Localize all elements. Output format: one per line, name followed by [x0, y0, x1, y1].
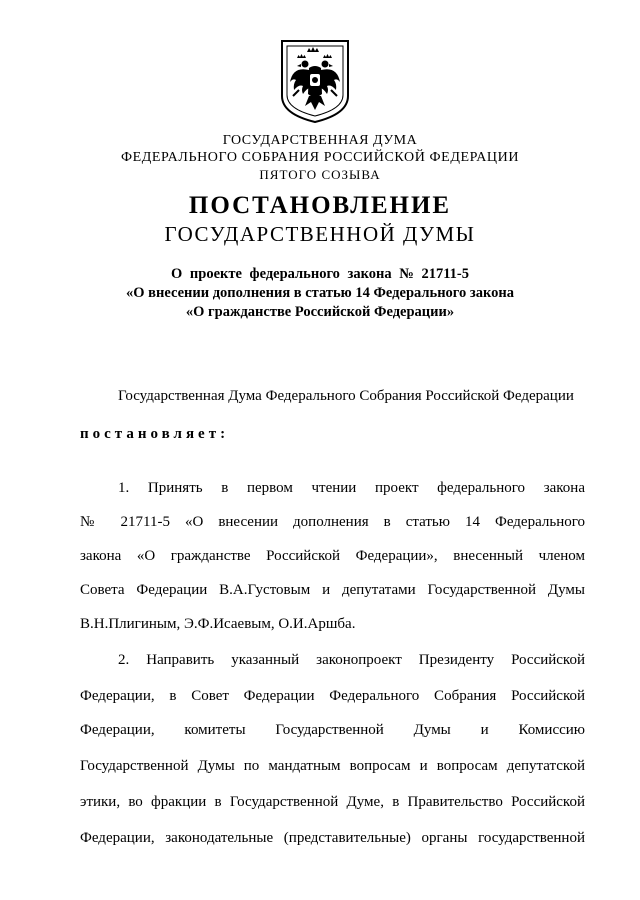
paragraph-2-line: Федерации, законодательные (представительные) органы государственной	[80, 830, 585, 846]
paragraph-2-line: Федерации, комитеты Государственной Думы и Комиссию	[80, 722, 585, 738]
paragraph-1-line: закона «О гражданстве Российской Федерации», внесенный членом	[80, 548, 585, 564]
document-issuer-title: ГОСУДАРСТВЕННОЙ ДУМЫ	[164, 222, 476, 246]
law-title-line-1: О проекте федерального закона № 21711-5	[171, 266, 469, 282]
document-type-title: ПОСТАНОВЛЕНИЕ	[188, 192, 452, 219]
intro-text: Государственная Дума Федерального Собрания Российской Федерации	[118, 388, 574, 404]
header-duma: ГОСУДАРСТВЕННАЯ ДУМА	[222, 133, 418, 148]
paragraph-1-line: 1. Принять в первом чтении проект федерального закона	[118, 480, 585, 496]
resolves-text: постановляет:	[80, 426, 230, 442]
paragraph-1-line: В.Н.Плигиным, Э.Ф.Исаевым, О.И.Аршба.	[80, 616, 356, 632]
paragraph-2-line: Федерации, в Совет Федерации Федерального Собрания Российской	[80, 688, 585, 704]
paragraph-2-line: этики, во фракции в Государственной Думе, в Правительство Российской	[80, 794, 585, 810]
law-title-line-3: «О гражданстве Российской Федерации»	[185, 304, 455, 320]
law-title-line-2: «О внесении дополнения в статью 14 Федерального закона	[126, 285, 514, 301]
header-federal-assembly: ФЕДЕРАЛЬНОГО СОБРАНИЯ РОССИЙСКОЙ ФЕДЕРАЦИИ	[120, 150, 520, 165]
paragraph-1-line: № 21711-5 «О внесении дополнения в статью 14 Федерального	[80, 514, 585, 530]
paragraph-2-line: 2. Направить указанный законопроект Президенту Российской	[118, 652, 585, 668]
state-emblem-icon	[279, 38, 351, 124]
paragraph-1-line: Совета Федерации В.А.Густовым и депутатами Государственной Думы	[80, 582, 585, 598]
header-convocation: ПЯТОГО СОЗЫВА	[259, 167, 381, 182]
paragraph-2-line: Государственной Думы по мандатным вопросам и вопросам депутатской	[80, 758, 585, 774]
